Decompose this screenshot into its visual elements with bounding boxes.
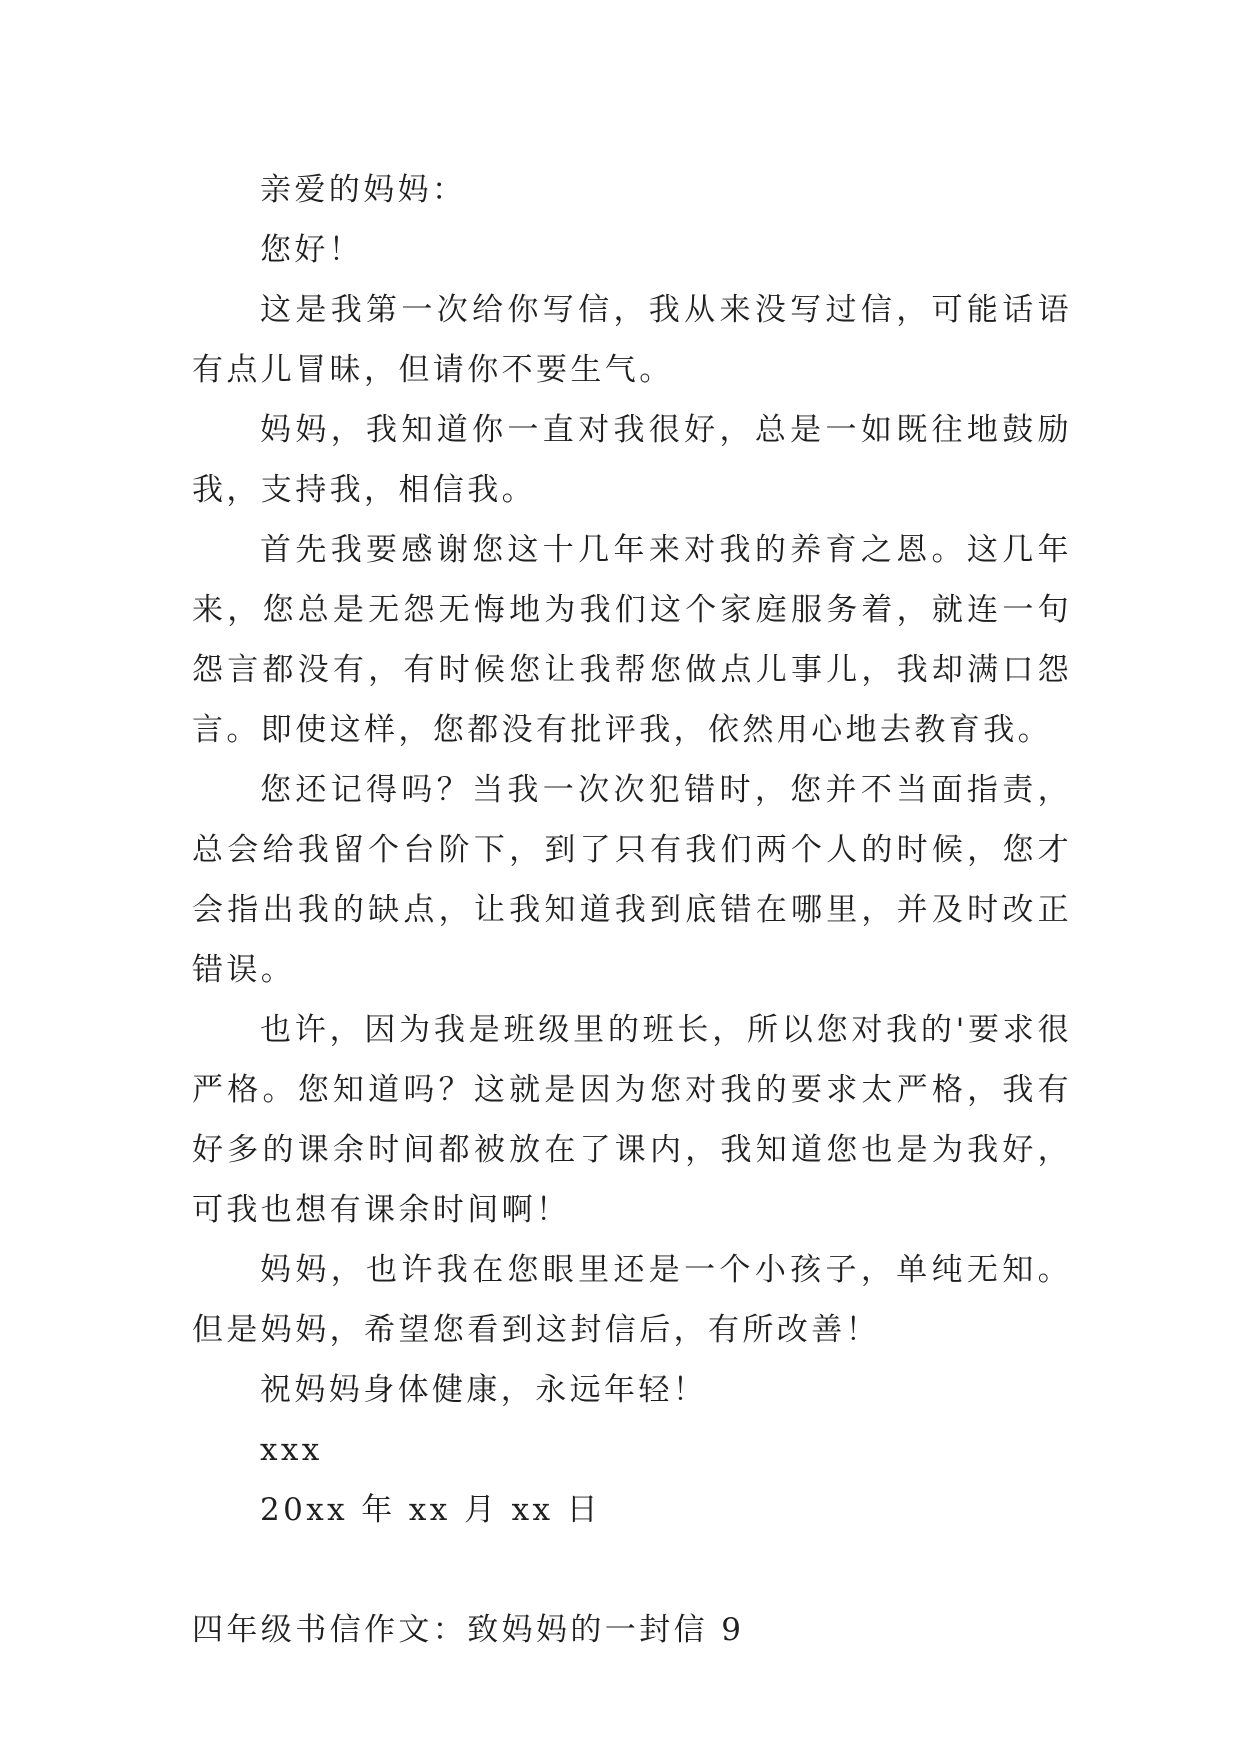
letter-paragraph: 妈妈，我知道你一直对我很好，总是一如既往地鼓励我，支持我，相信我。: [192, 412, 1072, 508]
letter-date: 20xx 年 xx 月 xx 日: [260, 1492, 602, 1528]
letter-paragraph: 首先我要感谢您这十几年来对我的养育之恩。这几年来，您总是无怨无悔地为我们这个家庭服务着，就连一句怨言都没有，有时候您让我帮您做点儿事儿，我却满口怨言。即使这样，您都没有批评我，依然用心地去教育我。: [192, 532, 1072, 748]
letter-signature: xxx: [260, 1432, 323, 1468]
letter-paragraph: 也许，因为我是班级里的班长，所以您对我的'要求很严格。您知道吗？这就是因为您对我的要求太严格，我有好多的课余时间都被放在了课内，我知道您也是为我好，可我也想有课余时间啊！: [192, 1012, 1072, 1228]
letter-paragraph: 这是我第一次给你写信，我从来没写过信，可能话语有点儿冒昧，但请你不要生气。: [192, 292, 1072, 388]
section-gap: [192, 1540, 1072, 1600]
letter-paragraph: 您还记得吗？当我一次次犯错时，您并不当面指责，总会给我留个台阶下，到了只有我们两个人的时候，您才会指出我的缺点，让我知道我到底错在哪里，并及时改正错误。: [192, 772, 1072, 988]
next-article-title: 四年级书信作文：致妈妈的一封信 9: [192, 1612, 745, 1648]
letter-body: [192, 160, 1072, 1660]
letter-paragraph: 妈妈，也许我在您眼里还是一个小孩子，单纯无知。但是妈妈，希望您看到这封信后，有所改善！: [192, 1252, 1072, 1348]
letter-closing: 祝妈妈身体健康，永远年轻！: [260, 1372, 708, 1408]
letter-salutation: 亲爱的妈妈：: [260, 172, 467, 208]
letter-greeting: 您好！: [260, 232, 364, 268]
